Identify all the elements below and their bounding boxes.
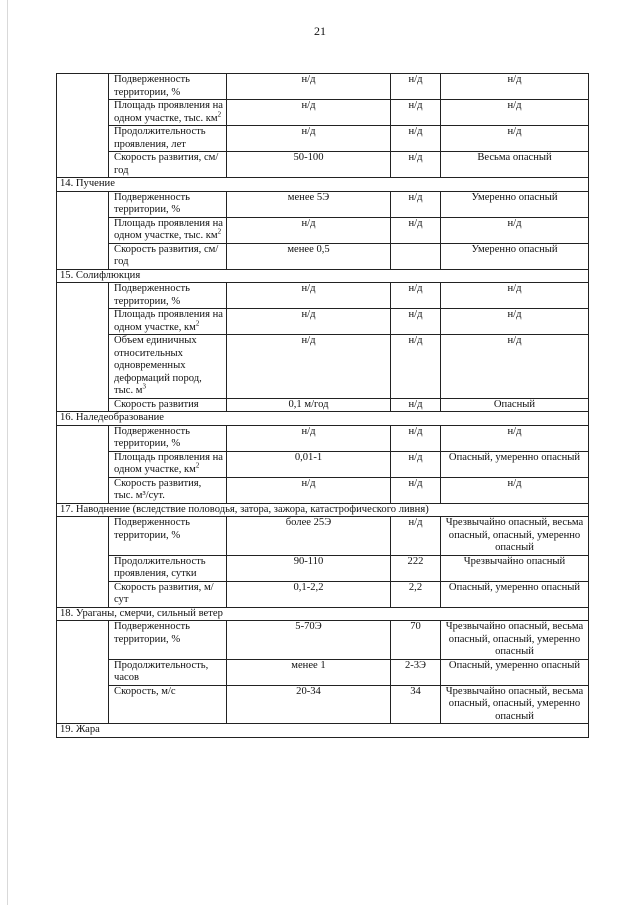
section-header-row	[57, 724, 589, 738]
value-cell-v1: менее 5Э	[227, 191, 391, 217]
value-cell-v2: н/д	[391, 309, 441, 335]
parameter-text: Площадь проявления на одном участке, тыс. км	[114, 100, 223, 124]
value-cell-v1: н/д	[227, 309, 391, 335]
value-cell-v2: н/д	[391, 477, 441, 503]
parameter-cell	[109, 191, 227, 217]
value-cell-v3: Чрезвычайно опасный, весьма опасный, опасный, умеренно опасный	[441, 685, 589, 724]
value-cell-v3: н/д	[441, 309, 589, 335]
parameter-cell	[109, 555, 227, 581]
section-title: 16. Наледеобразование	[57, 412, 589, 426]
value-cell-v2: н/д	[391, 217, 441, 243]
value-cell-v3: н/д	[441, 74, 589, 100]
section-header-row	[57, 503, 589, 517]
section-header-row	[57, 269, 589, 283]
parameter-text: Объем единичных относительных одновременных деформаций пород, тыс. м	[114, 335, 202, 396]
table-row	[57, 152, 589, 178]
parameter-cell	[109, 451, 227, 477]
table-row	[57, 217, 589, 243]
table-row	[57, 243, 589, 269]
page-number: 21	[314, 24, 326, 38]
group-indent-cell	[57, 74, 109, 178]
parameter-cell	[109, 309, 227, 335]
value-cell-v1: менее 0,5	[227, 243, 391, 269]
section-header-row	[57, 412, 589, 426]
value-cell-v1: н/д	[227, 425, 391, 451]
table-row	[57, 425, 589, 451]
parameter-text: Подверженность территории, %	[114, 517, 190, 541]
value-cell-v2	[391, 243, 441, 269]
table-row	[57, 309, 589, 335]
table-row	[57, 555, 589, 581]
value-cell-v3: Опасный, умеренно опасный	[441, 451, 589, 477]
parameter-cell	[109, 217, 227, 243]
value-cell-v2: 70	[391, 621, 441, 660]
value-cell-v1: 5-70Э	[227, 621, 391, 660]
value-cell-v2: н/д	[391, 74, 441, 100]
value-cell-v2: н/д	[391, 451, 441, 477]
value-cell-v1: менее 1	[227, 659, 391, 685]
table-row	[57, 477, 589, 503]
parameter-text: Скорость развития	[114, 398, 199, 410]
value-cell-v3: Умеренно опасный	[441, 191, 589, 217]
value-cell-v1: более 25Э	[227, 517, 391, 556]
parameter-text: Продолжительность проявления, лет	[114, 126, 206, 150]
scan-margin-line	[7, 0, 8, 905]
section-title: 18. Ураганы, смерчи, сильный ветер	[57, 607, 589, 621]
value-cell-v2: н/д	[391, 191, 441, 217]
value-cell-v3: Чрезвычайно опасный, весьма опасный, опасный, умеренно опасный	[441, 517, 589, 556]
value-cell-v1: 0,1 м/год	[227, 398, 391, 412]
parameter-text: Подверженность территории, %	[114, 621, 190, 645]
table-row	[57, 685, 589, 724]
parameter-text: Скорость развития, см/год	[114, 243, 219, 267]
unit-superscript: 2	[195, 461, 200, 470]
parameter-cell	[109, 517, 227, 556]
value-cell-v3: Чрезвычайно опасный	[441, 555, 589, 581]
value-cell-v2: 34	[391, 685, 441, 724]
parameter-text: Площадь проявления на одном участке, км	[114, 309, 223, 333]
value-cell-v3: Опасный, умеренно опасный	[441, 581, 589, 607]
table-row	[57, 191, 589, 217]
table-row	[57, 283, 589, 309]
table-row	[57, 659, 589, 685]
value-cell-v2: н/д	[391, 283, 441, 309]
parameter-text: Подверженность территории, %	[114, 425, 190, 449]
value-cell-v2: 2,2	[391, 581, 441, 607]
unit-superscript: 3	[142, 382, 146, 391]
table-row	[57, 451, 589, 477]
value-cell-v1: 0,1-2,2	[227, 581, 391, 607]
value-cell-v3: н/д	[441, 335, 589, 399]
value-cell-v1: н/д	[227, 477, 391, 503]
section-title: 19. Жара	[57, 724, 589, 738]
group-indent-cell	[57, 283, 109, 412]
value-cell-v1: н/д	[227, 283, 391, 309]
parameter-cell	[109, 74, 227, 100]
value-cell-v3: н/д	[441, 283, 589, 309]
section-title: 15. Солифлюкция	[57, 269, 589, 283]
value-cell-v3: Чрезвычайно опасный, весьма опасный, опасный, умеренно опасный	[441, 621, 589, 660]
parameter-text: Скорость, м/с	[114, 685, 176, 697]
table-row	[57, 398, 589, 412]
value-cell-v2: н/д	[391, 100, 441, 126]
value-cell-v3: Умеренно опасный	[441, 243, 589, 269]
unit-superscript: 2	[217, 109, 222, 118]
parameter-text: Продолжительность, часов	[114, 659, 209, 683]
value-cell-v2: н/д	[391, 126, 441, 152]
value-cell-v3: н/д	[441, 425, 589, 451]
value-cell-v2: н/д	[391, 517, 441, 556]
parameter-text: Подверженность территории, %	[114, 283, 190, 307]
table-row	[57, 126, 589, 152]
value-cell-v1: н/д	[227, 100, 391, 126]
parameter-text: Скорость развития, м/сут	[114, 581, 214, 605]
group-indent-cell	[57, 191, 109, 269]
value-cell-v3: н/д	[441, 100, 589, 126]
parameter-text: Подверженность территории, %	[114, 74, 190, 98]
group-indent-cell	[57, 621, 109, 724]
parameter-text: Площадь проявления на одном участке, тыс. км	[114, 217, 223, 241]
value-cell-v2: 2-3Э	[391, 659, 441, 685]
parameter-cell	[109, 659, 227, 685]
value-cell-v1: н/д	[227, 217, 391, 243]
parameter-cell	[109, 152, 227, 178]
table-row	[57, 335, 589, 399]
section-title: 17. Наводнение (вследствие половодья, затора, зажора, катастрофического ливня)	[57, 503, 589, 517]
hazard-table	[56, 73, 589, 738]
value-cell-v2: н/д	[391, 152, 441, 178]
parameter-text: Площадь проявления на одном участке, км	[114, 451, 223, 475]
group-indent-cell	[57, 517, 109, 608]
value-cell-v1: 50-100	[227, 152, 391, 178]
section-header-row	[57, 607, 589, 621]
parameter-cell	[109, 621, 227, 660]
value-cell-v2: н/д	[391, 335, 441, 399]
unit-superscript: 2	[195, 318, 200, 327]
parameter-text: Скорость развития, тыс. м³/сут.	[114, 477, 202, 501]
table-row	[57, 621, 589, 660]
parameter-cell	[109, 581, 227, 607]
value-cell-v3: Весьма опасный	[441, 152, 589, 178]
parameter-cell	[109, 398, 227, 412]
section-header-row	[57, 178, 589, 192]
unit-superscript: 2	[217, 227, 222, 236]
parameter-text: Скорость развития, см/год	[114, 152, 219, 176]
value-cell-v3: Опасный, умеренно опасный	[441, 659, 589, 685]
parameter-cell	[109, 425, 227, 451]
value-cell-v2: н/д	[391, 398, 441, 412]
value-cell-v1: 0,01-1	[227, 451, 391, 477]
parameter-text: Продолжительность проявления, сутки	[114, 555, 206, 579]
parameter-cell	[109, 335, 227, 399]
table-row	[57, 517, 589, 556]
parameter-cell	[109, 685, 227, 724]
parameter-cell	[109, 243, 227, 269]
parameter-cell	[109, 126, 227, 152]
table-row	[57, 74, 589, 100]
value-cell-v2: 222	[391, 555, 441, 581]
value-cell-v1: н/д	[227, 74, 391, 100]
value-cell-v2: н/д	[391, 425, 441, 451]
parameter-text: Подверженность территории, %	[114, 191, 190, 215]
table-row	[57, 581, 589, 607]
value-cell-v3: н/д	[441, 477, 589, 503]
parameter-cell	[109, 283, 227, 309]
value-cell-v3: н/д	[441, 217, 589, 243]
value-cell-v1: н/д	[227, 126, 391, 152]
value-cell-v1: 20-34	[227, 685, 391, 724]
table-row	[57, 100, 589, 126]
section-title: 14. Пучение	[57, 178, 589, 192]
value-cell-v3: н/д	[441, 126, 589, 152]
parameter-cell	[109, 477, 227, 503]
value-cell-v1: н/д	[227, 335, 391, 399]
value-cell-v1: 90-110	[227, 555, 391, 581]
parameter-cell	[109, 100, 227, 126]
group-indent-cell	[57, 425, 109, 503]
value-cell-v3: Опасный	[441, 398, 589, 412]
